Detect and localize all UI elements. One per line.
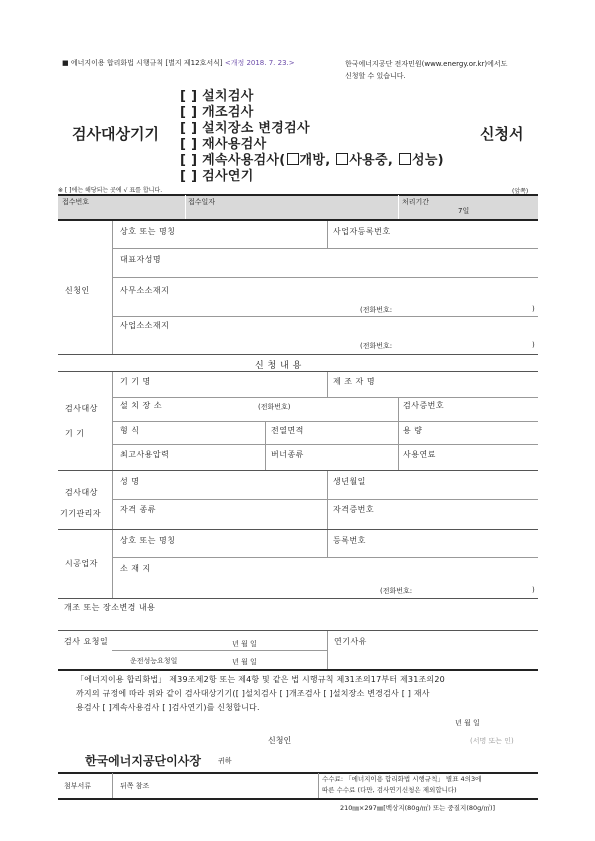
constructor-reg-label: 등록번호 xyxy=(333,536,366,545)
receipt-date-label: 접수일자 xyxy=(188,198,216,206)
capacity-label: 용 량 xyxy=(403,426,423,435)
burner-type-label: 버너종류 xyxy=(271,450,304,459)
manufacturer-label: 제 조 자 명 xyxy=(333,377,376,386)
online-note: 한국에너지공단 전자민원(www.energy.or.kr)에서도 신청할 수 있습니다. xyxy=(345,60,508,80)
statement-date: 년 월 일 xyxy=(455,719,480,727)
option-relocation-inspection[interactable]: [ ] 설치장소 변경검사 xyxy=(180,121,310,136)
manager-section-label-1: 검사대상 xyxy=(65,488,98,497)
qualification-label: 자격 종류 xyxy=(120,505,156,514)
site-address-label: 사업소소재지 xyxy=(120,321,170,330)
option-postpone-inspection[interactable]: [ ] 검사연기 xyxy=(180,169,254,184)
performance-date-ymd: 년 월 일 xyxy=(232,658,257,666)
qualification-number-label: 자격증번호 xyxy=(333,505,375,514)
install-location-label: 설 치 장 소 xyxy=(120,401,163,410)
checkbox-open[interactable] xyxy=(287,153,299,165)
office-phone-label: (전화번호: xyxy=(360,306,393,314)
attachments-label: 첨부서류 xyxy=(64,782,92,790)
constructor-section-label: 시공업자 xyxy=(65,559,98,568)
site-phone-close: ) xyxy=(532,341,535,349)
checkbox-performance[interactable] xyxy=(399,153,411,165)
revision-date: <개정 2018. 7. 23.> xyxy=(224,59,295,67)
delay-reason-label: 연기사유 xyxy=(334,637,367,646)
fuel-label: 사용연료 xyxy=(403,450,436,459)
device-name-label: 기 기 명 xyxy=(120,377,151,386)
constructor-address-label: 소 재 지 xyxy=(120,564,151,573)
paper-spec: 210㎜×297㎜[백상지(80g/㎡) 또는 중질지(80g/㎡)] xyxy=(340,804,496,812)
check-note: ※ [ ]에는 해당되는 곳에 √ 표를 합니다. xyxy=(58,187,163,194)
title-left: 검사대상기기 xyxy=(72,125,159,143)
constructor-company-label: 상호 또는 명칭 xyxy=(120,536,176,545)
addressee-name: 한국에너지공단이사장 xyxy=(85,754,201,768)
content-title: 신 청 내 용 xyxy=(255,361,302,371)
receipt-number-label: 접수번호 xyxy=(62,198,90,206)
fee-note: 수수료: 「에너지이용 합리화법 시행규칙」 별표 4의3에 따른 수수료 (다만, 검사연기신청은 제외합니다) xyxy=(322,775,482,794)
option-install-inspection[interactable]: [ ] 설치검사 xyxy=(180,89,254,104)
title-right: 신청서 xyxy=(480,125,524,143)
request-date-ymd: 년 월 일 xyxy=(232,640,257,648)
install-phone-label: (전화번호) xyxy=(258,403,291,411)
processing-period-value: 7일 xyxy=(458,207,470,215)
max-pressure-label: 최고사용압력 xyxy=(120,450,170,459)
applicant-signature-label: 신청인 xyxy=(268,736,292,745)
option-modify-inspection[interactable]: [ ] 개조검사 xyxy=(180,105,254,120)
birth-date-label: 생년월일 xyxy=(333,477,366,486)
processing-period-label: 처리기간 xyxy=(402,198,430,206)
manager-name-label: 성 명 xyxy=(120,477,140,486)
addressee-suffix: 귀하 xyxy=(218,757,232,765)
constructor-phone-close: ) xyxy=(532,586,535,594)
model-label: 형 식 xyxy=(120,426,140,435)
business-reg-label: 사업자등록번호 xyxy=(333,227,391,236)
sign-or-seal-field[interactable]: (서명 또는 인) xyxy=(470,737,514,745)
performance-date-label: 운전성능요청일 xyxy=(130,657,178,665)
applicant-company-label: 상호 또는 명칭 xyxy=(120,227,176,236)
office-phone-close: ) xyxy=(532,305,535,313)
manager-section-label-2: 기기관리자 xyxy=(60,509,102,518)
heat-area-label: 전열면적 xyxy=(271,426,304,435)
constructor-phone-label: (전화번호: xyxy=(380,587,413,595)
office-address-label: 사무소소재지 xyxy=(120,286,170,295)
applicant-section-label: 신청인 xyxy=(65,286,90,295)
device-section-label-2: 기 기 xyxy=(65,429,85,438)
statement-text: 「에너지이용 합리화법」 제39조제2항 또는 제4항 및 같은 법 시행규칙 제31조의17부터 제31조의20 까지의 규정에 따라 위와 같이 검사대상기기([ ]설치검사 [ ]개조검사 [ ]설치장소 변경검사 [ ] 재사 용검사 [ ]계속사용검사 [ ]검사연기)를 신청합니다. xyxy=(76,675,445,712)
option-reuse-inspection[interactable]: [ ] 재사용검사 xyxy=(180,137,267,152)
attachments-value: 뒤쪽 참조 xyxy=(120,782,150,790)
cert-number-label: 검사증번호 xyxy=(403,401,445,410)
device-section-label-1: 검사대상 xyxy=(65,404,98,413)
site-phone-label: (전화번호: xyxy=(360,342,393,350)
checkbox-in-use[interactable] xyxy=(336,153,348,165)
ceo-name-label: 대표자성명 xyxy=(120,255,162,264)
request-date-label: 검사 요청일 xyxy=(64,637,109,646)
front-label: (앞쪽) xyxy=(512,188,529,195)
change-content-label: 개조 또는 장소변경 내용 xyxy=(64,603,156,612)
legal-reference: ■ 에너지이용 합리화법 시행규칙 [별지 제12호서식] <개정 2018. 7. 23.> xyxy=(62,59,295,67)
option-continued-use-inspection[interactable]: [ ] 계속사용검사( 개방, 사용중, 성능) xyxy=(180,153,444,168)
